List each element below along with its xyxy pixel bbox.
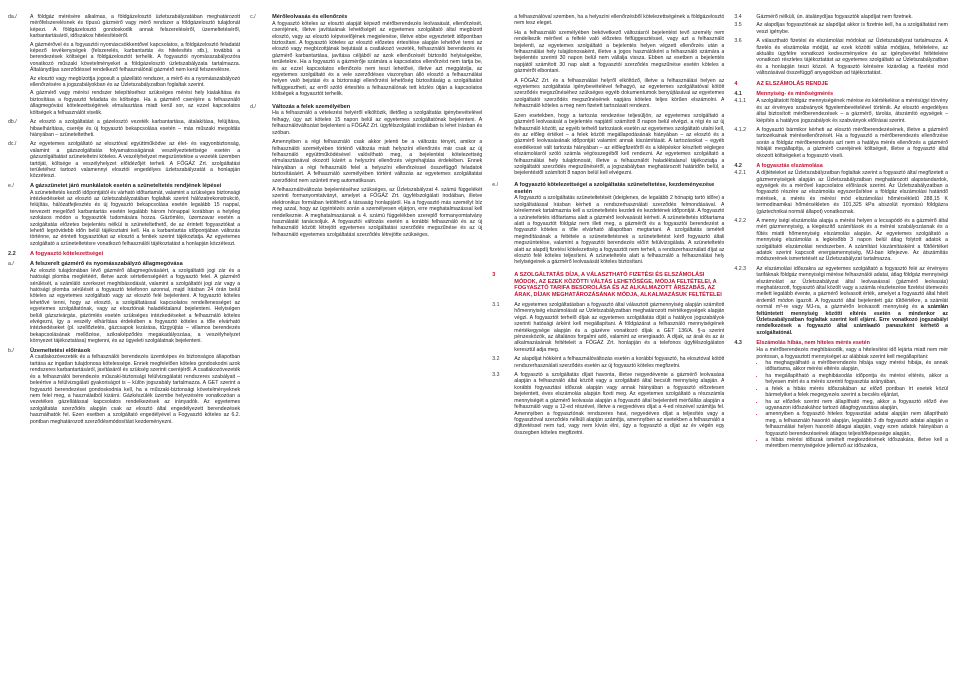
item-text: A felhasználóváltozás bejelentéséhez szükséges, az Üzletszabályzat 4. számú függelékét szerinti formanyomtatványt, amelyet a FŐGÁZ Zrt. ügyfélszolgálati irodáiban, illetve elektronikus formában letölthető a társaság honlapjáról. Ha a fogyasztó más személyt bíz meg azzal, hogy az ügyintézés során a személyesen eljárjon, erre meghatalmazással kell rendelkeznie. A meghatalmazásnak a 4. számú függelékben szereplő formanyomtatvány használatát tanácsoljuk. A fogyasztói változás esetén a korábbi felhasználó és az új felhasználó között létrejött egyetemes szolgáltatási szerződés megszűnése és az új felhasználó egyetemes szolgáltatási szerződés létrejötte szükséges. [272, 186, 483, 238]
item-text: Ha a felhasználó a vételezési helyéről elköltözik, illetőleg a szolgáltatás igénybevételével felhagy, úgy azt köteles 15 napon belül az egyetemes szolgáltatónak bejelenteni. A felhasználóváltozást bejelenteni a FŐGÁZ Zrt. ügyfélszolgálati irodáiban is lehet írásban és szóban. [272, 110, 483, 136]
paragraph-3-6 [734, 38, 948, 76]
item-label [8, 90, 30, 116]
item-label: 4.2.1 [734, 170, 746, 177]
paragraph-3-4 [734, 14, 948, 20]
paragraph-e [492, 182, 724, 266]
item-label: 3.4 [734, 14, 742, 20]
item-text: Ezen esetekben, hogy a tartozás rendezése teljesüljön, az egyetemes szolgáltató a gázmérő leolvasását a bejelentés napjától számított 8 napon belül elvégzi, a régi és az új felhasználó között, az egyéb terhelő tartozások esetén az egyetemes szolgáltató utalni kell, és az előleg értéket – a felek között megállapodásának hiányában – az elosztó és a gázmérő leolvasásának időpontját valamint annak kiszámítását. A tartozásokat – egyéb esedékessé vált tartozás hiányában – az előlegfizetőről és a kilépéskor készített végleges elszámolásról szóló számla végösszegéből kell rendezni. Az egyetemes szolgáltató a felhasználási hely tulajdonosát, illetve a felhasználót haladéktalanul tájékoztatja a szolgáltatói szerződés megszűnéséről, a jogszabályban meghatározott határidőn belül, a bejelentéstől számított 8 napon belül kell elvégezni. [514, 112, 725, 177]
item-label: 4.2.3 [734, 265, 746, 272]
item-text: Az alapdíjat hókként a felhasználóváltozás esetén a korábbi fogyasztó, ha elosztóval kötött rendszerhasználati szerződés esetén az új fogyasztó köteles megfizetni. [514, 356, 725, 369]
item-label: db./ [8, 119, 17, 126]
paragraph [492, 14, 724, 180]
item-text: Az alapdíjas fogyasztónak az alapdíjat akkor is fizetnie kell, ha a szolgáltatást nem veszi igénybe. [756, 22, 948, 35]
item-text: a felhasználóval szemben, ha a helyszíni ellenőrzésből kötelezettségének a földgázelosztó nem tesz eleget. [514, 14, 725, 27]
item-label: 4.1.1 [734, 98, 746, 105]
section-number: 2.2 [8, 251, 16, 258]
item-text: Az egyetemes szolgáltató az elosztóval együttműködve az élet- és vagyonbiztonság, valamint a gázszolgáltatás folyamatosságának veszélyeztetettsége esetén a gázszolgáltatást szüneteltetni köteles. A veszélyhelyzet megszüntetése a vezeték üzemben tartóját, költsége a veszélyhelyzet előidézőjét terheli. A FŐGÁZ Zrt. szolgáltatási területéhez tartozó valamennyi elosztói engedélyes üzletszabályzatát a honlapján közzéteszi. [30, 141, 241, 180]
item-heading: A gázszünetet járó munkálatok esetén a szüneteltetés rendjének lépései [30, 182, 222, 189]
item-label: 4.1.2 [734, 127, 746, 134]
subsection-number: 4.2 [734, 163, 742, 170]
item-text: A csatlakozóvezeték és a felhasználói berendezés üzemképes és biztonságos állapotban tartása az ingatlan tulajdonosa kötelessége. Ennek megfelelően köteles gondoskodni azok rendszeres karbantartásáról, javításáról és szükség szerinti cseréjéről. A csatlakozóvezeték és a felhasználói berendezés műszaki-biztonsági felülvizsgálatát rendszeres szabályait – beleértve a felülvizsgálati gyakoriságot is – külön jogszabály tartalmazza. A GET szerint a fogyasztó berendezései gondoskodnia kell, ha a műszaki-biztonsági követelményeknek nem felel meg, a használatból kizárni. Gázkészülék üzembe helyezésére vonatkozóan a vezetékes gázellátással kapcsolatos rendelkezések az irányadók. Az egyetemes szolgáltatás szerződés alapján csak az elosztó által engedélyezett berendezések használhatók fel. Ezen esetben a szolgáltató engedélyével a Fogyasztó köteles az 6.2. pontban meghatározott szerződésmódosítást kezdeményezni. [30, 354, 241, 425]
list-item: • ha megállapítható a meghibásodás időpontja és mérési eltérés, akkor a helyesen mért és a mérés szerinti fogyasztás arányában, [765, 373, 948, 386]
item-label: e./ [492, 181, 499, 188]
item-text: A szüneteltetés kezdő időpontjától és várható időtartamát, valamint a szükséges biztonsági intézkedéseket az elosztó az üzletszabályzatában foglaltak szerint hálózatrekonstrukció, felújítás, hálózatfejlesztés és új fogyasztó bekapcsolása esetén legalább 15 nappal, tervezett megelőző karbantartás esetén legalább három hónappal korábban a helyileg szokásos módon a fogyasztók tudomására hozza. Gázömlés, üzemzavar esetén a szolgáltatás előzetes bejelentés nélkül is szüneteltethető, de az érintett fogyasztókat a lehető legrövidebb időn belül tájékoztatni kell. Ha a karbantartás időpontjában változás történne, az érintett fogyasztókat az elosztó a fentiek szerint tájékoztatja. Az egyetemes szolgáltató a szüneteltetésre vonatkozó felhasználói tájékoztatást a honlapján közzéteszi. [30, 189, 241, 247]
section-number: 4 [734, 80, 738, 87]
paragraph-a [8, 261, 240, 345]
item-label: 3.3 [492, 372, 500, 379]
subsection-title: Mennyiség- és minőségmérés [756, 91, 834, 98]
section-heading [492, 272, 724, 299]
paragraph-c [250, 14, 482, 98]
paragraph-e [8, 183, 240, 247]
item-label: 3.2 [492, 356, 500, 363]
item-text: A gázmérővel és a fogyasztói nyomáscsökkentővel kapcsolatos, a földgázelosztó feladatát képező tevékenységek (felszerelés, karbantartás és hitelesítés stb.), továbbá a berendezések költségei a földgázelosztót terhelik. A fogyasztói nyomásszabályozóra vonatkozó műszaki követelményeket a földgázelosztó üzletszabályzata tartalmazza. Általánydíjas szerződéssel rendelkező felhasználónál gázmérő nem kerül felszerelésre. [30, 41, 241, 74]
paragraph-da [8, 14, 240, 40]
item-text-bold: a számlán feltüntetett mennyiség közötti eltérés esetén a mindenkor az Üzletszabályzatban foglaltak szerint kell eljárni. Erre vonatkozó jogszabályi rendelkezések a fogyasztó által számlaadó panaszként kérhető a szolgáltatónál. [756, 304, 948, 336]
item-text: Az elosztó vagy megbízottja jogosult a gázellátó rendszer, a mérő és a nyomásszabályozó ellenőrzésére a jogszabályokban és az Üzletszabályzatban foglaltak szerint. [30, 75, 241, 89]
subsection-heading [734, 91, 948, 97]
list-item: • ha meghagyálható a mérőberendezés hibája vagy mérési hibája, és annak időtartama, akkor mérési eltérés alapján, [765, 360, 948, 373]
item-label: e./ [8, 182, 14, 189]
section-title: AZ ELSZÁMOLÁS RENDJE [756, 80, 829, 87]
column-2 [250, 14, 482, 691]
paragraph-d [250, 104, 482, 239]
column-3 [492, 14, 724, 691]
column-1 [8, 14, 240, 691]
list-item: • amennyiben a fogyasztó hiteles fogyasztási adatai alapján nem állapítható meg, a felhasználó hasonló alapján, legalább 3 db fogyasztó adatai alapján a felhasználási helyen hasonló átlagai alapján, vagy ezen adatok hiányában a fogyasztó berendezéseinek átlagos teljesítőképessége alapján, [765, 411, 948, 437]
item-text: A gázmérő vagy mérési rendszer telepítéséhez szükséges mérési hely kialakítása és biztosítása a fogyasztó feladata és költsége. Ha a gázmérő cseréjére a felhasználó állagmegóvási kötelezettségének elmulasztása miatt kerül sor, az ezzel kapcsolatos költségek a felhasználót viselik. [30, 90, 241, 116]
subsection-title: Elszámolás hibás, nem hiteles mérés esetén [756, 340, 870, 347]
item-text: A díjtételeket az Üzletszabályzatban foglaltak szerint a fogyasztó által megfizetett a gázmennyiségek alapján az Üzletszabályzatban meghatározott alapstandardok, egységek és a mérővel kapcsolatos előírások szerint. Az Üzletszabályzatban a fogyasztó részére az elszámolás egyszerűsítése a földgáz elszámolási határidő mérések, a mérés és mérési mód elszámolási hőmérsékletű 288,15 K termodinamikai hőmérsékleten és 101,325 kPa abszolút nyomású földgázra (gáztechnikai normál állapot) vonatkoznak. [756, 170, 948, 215]
subsection-number: 4.3 [734, 340, 742, 347]
item-heading: Változás a felek személyében [272, 103, 351, 110]
item-text: A szolgáltatott földgáz mennyiségének mérése és kiértékelése a mérésügyi törvény és az érvényes szabványok figyelembevételével történik. Az elosztó engedélyes által biztosított mérőberendezések – a gázmérő, tárolás, átszámító egységek – kiépítés a hatályos jogszabályok és szabványok előírásai szerint. [756, 98, 948, 124]
section-heading [8, 251, 240, 258]
paragraph-4-2-3 [734, 266, 948, 336]
paragraph-4-2-2 [734, 218, 948, 263]
paragraph-4-3 [734, 347, 948, 450]
item-text: Amennyiben a régi felhasználó csak akkor jelenti be a változás tényét, amikor a felhasználói személyében történő változás miatt helyszíni ellenőrzés már csak az új felhasználó együttműködésével valósítható meg, a bejelentési kötelezettség elmulasztásával okozott kárért a helyszíni ellenőrzés végrehajtása érdekében. Ennek hiányában a régi felhasználó felel a helyszíni ellenőrzéssel összefüggő feladatok biztosításáért. A felhasználó személyében történt változás az egyetemes szolgáltatási szerződést nem szünteti meg automatikusan. [272, 139, 483, 184]
paragraph-3-2 [492, 356, 724, 369]
item-text: Az elosztó tulajdonában lévő gázmérő állagmegóvásáért, a szolgáltatói jogi zár és a hatósági plomba meglétéért, illetve azok sértetlenségéért a fogyasztó felel. A gázmérő sérülését, a számláló szerkezet meghibásodását, valamint a szolgáltatói jogi zár vagy a hatósági plomba sérülését a fogyasztó telefonon azonnal, majd írásban 24 órán belül köteles az egyetemes szolgáltató vagy az elosztó felé bejelenteni. A fogyasztó köteles lehetővé tenni, hogy az elosztó, a szolgáltatással kapcsolatos rendellenességet az egyetemes szolgáltatónak, vagy az elosztónak haladéktalanul bejelenteni. Helyiségen belüli gázszivárgás, gázömlés esetén szükséges intézkedéseket a felhasználó köteles elvégezni, így a veszély elhárítása érdekében a fogyasztó köteles a tőle elvárható intézkedéseket (pl. szellőztetés, gázcsapok lezárása, tűzgyújtás – villamos berendezés bekapcsolásának mellőzése, szikraképződés megakadályozása, a veszélyhelyzet környezet tájékoztatása) megtenni, és az ügyeleti szolgálatnak bejelenteni. [30, 267, 241, 345]
item-heading: A fogyasztó kötelezettségei a szolgáltatás szüneteltetése, kezdeményezése esetén [514, 181, 715, 195]
subsection-heading [734, 340, 948, 346]
item-text: Az elosztó a szolgáltatást a gázelosztó vezeték karbantartása, átalakítása, felújítása, hibaelhárítása, cseréje és új fogyasztó bekapcsolása esetén – más műszaki megoldás hiányában – szüneteltetheti. [30, 119, 241, 138]
item-text: A FŐGÁZ Zrt. és a felhasználási helyről elköltöző, illetve a felhasználási helyen az egyetemes szolgáltatás igénybevételével felhagyó, az egyetemes szolgáltatóval kötött szerződés megszűnéséhez szükséges egyéb dokumentumok benyújtásával az egyetemes szolgáltatói szerződés megszűnésének napjára köteles teljes körűen elszámolni. A felhasználó köteles a meg nem fizetett tartozásait rendezni. [514, 77, 725, 110]
subsection-title: A fogyasztás elszámolása [756, 163, 823, 170]
paragraph-3-1 [492, 302, 724, 353]
paragraph [8, 42, 240, 74]
section-title: A fogyasztó kötelezettségei [30, 251, 104, 258]
item-text: Az elszámolási időszakra az egyetemes szolgáltató a fogyasztó felé az érvényes tarifáknak földgáz mennyiségi mérése felhasználói adatai, átlag földgáz mennyiségi elszámolást az Üzletszabályzat által leolvasással (gázmérő leolvasás) meghatározott, fogyasztó által közölt vagy a számla részletezése fizetési ütemezés mellett legalább évente, a gázmérő leolvasott érték, amelyet a fogyasztó által hitelt érdemlő módon igazolt. A fogyasztó által bejelentett gáz tűtőértékre, a számlát normál m³-re vagy MJ-ra, a gázmérőn leolvasott mennyiség és [756, 265, 948, 311]
text-columns [8, 14, 948, 691]
item-label [8, 42, 30, 74]
paragraph-dc [8, 141, 240, 179]
item-text: Az egyetemes szolgáltatásban a fogyasztó által választott gázmennyiség alapján számított hőmennyiség elszámolását az Üzletszabályzatban meghatározott mértékegységek alapján végzi. A fogyasztót terhelő díjak az egyetemes szolgáltatás díját a hatályos jogszabályok szerinti hatósági árként kell megállapítani. A földgázárat a felhasználó mennyiségének mértékegysége alapján és a gázévre vonatkozó díjak a GET 136/A. §-a szerint pénzesközök, az általános forgalmi adó, valamint az energiaadó. A díjak, az árak és az ár alkalmazásának feltételeit a FŐGÁZ Zrt. honlapján és a telefonos ügyfélszolgálaton keresztül adja meg. [514, 302, 725, 353]
item-text: A menny iségi elszámolás alapja a mérési helyen a lecsapódó és a gázmérő által mért gázmennyiség, a kiegészítő számítások és a mérési szabályozásnak és a fűtés miatti hőmennyiség elszámolás alapján. Az egyetemes szolgáltató a mennyiség elszámolás a legkésőbb 3 napon belül átlag folytott adatok a szolgáltatói elszámolási rendszerben. A számítást kiszámításként a fűtőértéket adatok szerint kapcsolt energiamennyiség, MJ-ban kifejezve. Az átszámítás módszerének ismertetését az Üzletszabályzat tartalmazza. [756, 217, 948, 263]
item-text: A fogyasztó köteles az elosztó alapját képező mérőberendezés leolvasását, ellenőrzését, cseréjének, illetve javításának lehetőségét az egyetemes szolgáltató által megbízott elosztó, vagy az elosztó képviselőjének megjelenése, illetve ebbe egyeztetett időpontban biztosítani. A fogyasztó köteles az elosztó előzetes értesítése alapján lehetővé tenni az elosztó vagy megbízottjának bejutását a csatlakozó vezeték, felhasználói berendezés és gázmérő karbantartása, javítása céljából az azok ellenőrzését biztosító helyiségekbe, területekre. Ha a fogyasztó a gázmérője számára a kapcsolatos ellenőrzést nem tartja be, és az ezzel kapcsolatos ellenőrzés nem teszi lehetővé, illetve azt meggátolja, az egyetemes szolgáltató és a vele szerződéses viszonyban álló elosztó a felhasználási helyen való bejutási és a biztonsági ellenőrzési lehetőség biztosításáig a szolgáltatást felfüggesztheti, az erről szóló értesítés a felhasználónak tett közlés útján a kapcsolatos költségek a fogyasztót terhelik. [272, 20, 483, 98]
list-item: • a hibás mérési időszak ismételt megkezdésének időszakára, illetve kell a mérettben mennyiségekre jellemző az időszakra, [765, 437, 948, 450]
column-4 [734, 14, 948, 691]
item-text: Ha a mérőberendezés meghibásodik, vagy a hitelesítési idő lejárta miatt nem mér pontosan, a fogyasztott mennyiséget az alábbiak szerint kell megállapítani: [756, 347, 948, 360]
item-text: A választható fizetési és elszámolási módokat az Üzletszabályzat tartalmazza. A fizetés és elszámolás módját, az ezek közötti váltás módjára, feltételeire, az aktuális ügyfélre vonatkozó kedvezményekre és az igénybevétel feltételeire vonatkozó részletes tájékoztatást az egyetemes szolgáltató az Üzletszabályzatban és a honlapján teszi közzé. A fogyasztó kérésére kizárólag a fizetési mód változásával összefüggő anyagokban ad tájékoztatást. [756, 38, 948, 77]
item-label: dc./ [8, 141, 17, 148]
subsection-number: 4.1 [734, 91, 742, 98]
item-text: Ha a felhasználó személyében bekövetkező változásról bejelentést tevő személy nem rendelkezik mérővel a felfelé való előzetes felfüggesztéssel, vagy azt a felhasználó bejelenti, az egyetemes szolgáltató a bejelentés helyen végzett ellenőrzés után a felhasználási hely tulajdonosaként, illetve a jogos használóként a felhasználó számára a bejelentés szerinti 30 napon belül nem vállalja vissza. Ebben az esetben a bejelentés napjától számított 30 nap alatt a fogyasztói szerződés megszűnése esetén köteles a gázmérőt elbontani. [514, 29, 725, 75]
item-text: A fogyasztó bármikor kérheti az elosztó mérőberendezésének, illetve a gázmérő tartozékainak mérésellenőrzését. Ha a fogyasztó a mérőberendezés ellenőrzése során a földgáz mérőberendezés azt nem a hatálya mérés ellenőrzés a gázmérő hibáját megállapítja, a gázmérő cseréjének költségeit, illetve a fogyasztó által okozott költségeket a fogyasztó viseli. [756, 127, 948, 159]
paragraph [8, 76, 240, 89]
item-label: d./ [250, 103, 256, 110]
item-text: A fogyasztó a szolgáltatás díjait havonta, illetve negyedévente a gázmérő leolvasása alapján a felhasználó által közölt vagy a szolgáltató által becsült mennyiség alapján. A korábbi fogyasztási időszak alapján vagy annak hiányában a fogyasztó előzetesen bejelentett, éves elszámolás alapján fizeti meg. Az egyetemes szolgáltató a részszámla mennyiségét a gázmérő leolvasás alapján a fogyasztó által bejelentett mérőállás alapján a felhasználó vagy a 12-ed részével, illetve a negyedéves díjat a 4-ed részével számítja fel. Amennyiben a fogyasztónak rendszeres havi, negyedéves díjat a teljesítés vagy a fogyasztóval szerződés nélküli alapján számítja, amennyiben az esetekben a felhasználó a díjfizetéssel nem tud, vagy nem kíván élni, úgy a fogyasztó a díjat az év végén egy összegben köteles megfizetni. [514, 372, 725, 436]
paragraph-3-5 [734, 22, 948, 35]
item-text: A földgáz mérésére alkalmas, a földgázelosztó üzletszabályzatában meghatározott mérőfelszerelésnek és típusú gázmérő vagy mérő rendszer a földgázelosztó tulajdonát képezi. A földgázelosztó gondoskodik annak felszereléséről, üzemeltetéséről, karbantartásáról, időszakos hitelesítéséről. [30, 14, 241, 40]
paragraph-db [8, 119, 240, 138]
subsection-heading [734, 163, 948, 169]
item-heading: Mérőleolvasás és ellenőrzés [272, 14, 348, 20]
item-heading: A felszerelt gázmérő és nyomásszabályzó állagmegóvása [30, 261, 183, 267]
section-heading [734, 81, 948, 88]
paragraph [8, 90, 240, 116]
bullet-list [756, 360, 948, 450]
paragraph-4-2-1 [734, 170, 948, 215]
section-title: A SZOLGÁLTATÁS DÍJA, A VÁLASZTHATÓ FIZETÉSI ÉS ELSZÁMOLÁSI MÓDOK, AZ EZEK KÖZÖTTI VÁLTÁS LEHETŐSÉGE, MÓDJA FELTÉTELEI, A FOGYASZTÓ TARIFA BESOROLÁSA ÉS AZ ALKALMAZOTT ÁRSZABÁS, AZ ÁRAK, DÍJAK MEGHATÁROZÁSÁNAK MÓDJA, ALKALMAZÁSUK FELTÉTELEI [514, 271, 722, 299]
item-label [8, 76, 30, 89]
list-item: • a felek a hibás mérés időszakában az előző pontban írt esetek közül bármelyiket a felek megegyezés szerint a becslés eljárást, [765, 386, 948, 399]
list-item: • ha az előzőek szerint nem állapítható meg, akkor a fogyasztó előző éve ugyanazon időszakához tartozó átlagfogyasztása alapján, [765, 399, 948, 412]
item-label: a./ [8, 261, 14, 267]
item-label: 3.1 [492, 302, 500, 308]
item-label: 4.2.2 [734, 217, 746, 224]
item-label: b./ [8, 347, 14, 354]
item-label: 3.5 [734, 22, 742, 29]
paragraph-4-1-1 [734, 98, 948, 124]
item-text: Gázmérő nélküli, ún. átalánydíjas fogyasztók alapdíjat nem fizetnek. [756, 14, 913, 20]
item-text: A fogyasztó a szolgáltatás szüneteltetését (ideiglenes, de legalább 2 hónapig tartó időre) a szolgáltatással írásban kérheti a rendszerhasználati szerződés felmondásával. A kérelemnek tartalmaznia kell a szüneteltetés kezdeti és kezdetének időpontját. A fogyasztó a szüneteltetés időtartama alatt a gázmérő leolvasását kérheti. A szüneteltetés időtartama alatt a fogyasztót földgáz nem illeti meg, a gázmérőt és a fogyasztói berendezést a fogyasztó köteles a tőle elvárható állapotban megtartani. A szolgáltatás ismételt megindításának a feltétele a szüneteltetésnek a szüneteltetést kérő fogyasztó általi megszüntetése, valamint a fogyasztói berendezés előírt felülvizsgálata. A szüneteltetés alatt az alapdíj fizetési kötelezettség a fogyasztót nem terheli, a rendszerhasználati díjat az elosztó felé köteles teljesíteni. A szüneteltetés alatt a felhasználó a felhasználási hely helyiségeinek a gázmérő leolvasását köteles biztosítani. [514, 195, 725, 266]
section-number: 3 [492, 271, 496, 278]
paragraph-b [8, 348, 240, 425]
item-label: c./ [250, 14, 256, 20]
paragraph-4-1-2 [734, 127, 948, 159]
paragraph-3-3 [492, 372, 724, 436]
item-label: 3.6 [734, 38, 742, 45]
item-label: da./ [8, 14, 17, 20]
item-heading: Üzemeltetési előírások [30, 347, 91, 354]
